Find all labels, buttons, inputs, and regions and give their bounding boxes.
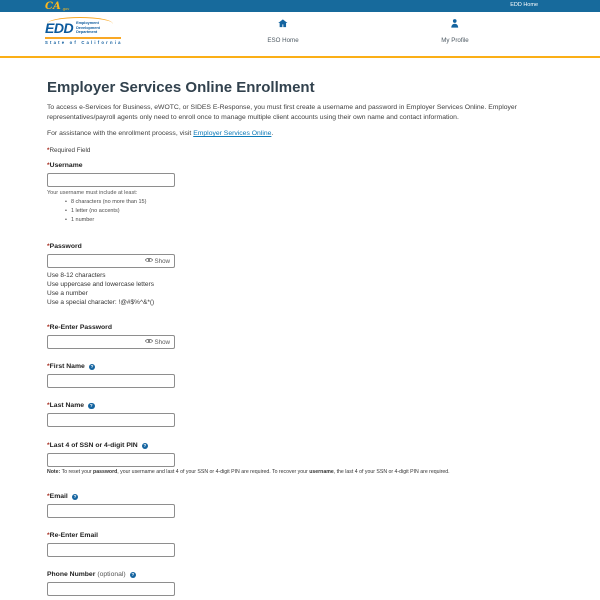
password-group bbox=[47, 243, 555, 307]
ca-gov-logo-ca: CA bbox=[45, 1, 61, 12]
first-name-group bbox=[47, 363, 555, 388]
reenter-password-show-button[interactable]: Show bbox=[141, 338, 174, 346]
username-hint-item: • 8 characters (no more than 15) bbox=[65, 199, 147, 205]
required-asterisk: * bbox=[47, 532, 50, 539]
password-input[interactable] bbox=[48, 256, 141, 266]
reenter-email-input[interactable] bbox=[47, 543, 175, 557]
email-label: * Email ? bbox=[47, 493, 77, 500]
password-rules: Use 8-12 characters Use uppercase and lowercase letters Use a number Use a special character: !@#$%^&*() bbox=[47, 272, 155, 306]
required-asterisk: * bbox=[47, 363, 50, 370]
required-asterisk: * bbox=[47, 147, 50, 154]
phone-label: Phone Number (optional) ? bbox=[47, 571, 135, 578]
password-show-button[interactable]: Show bbox=[141, 257, 174, 265]
reenter-email-group bbox=[47, 532, 555, 557]
profile-icon bbox=[449, 16, 460, 34]
reenter-email-label: * Re-Enter Email bbox=[47, 532, 99, 539]
phone-input[interactable] bbox=[47, 582, 175, 596]
top-utility-bar bbox=[0, 0, 600, 12]
required-asterisk: * bbox=[47, 493, 50, 500]
assistance-prefix: For assistance with the enrollment process, visit bbox=[47, 130, 194, 137]
bullet-icon: • bbox=[65, 199, 67, 205]
gold-divider bbox=[0, 56, 600, 58]
ssn-pin-group bbox=[47, 442, 555, 476]
help-icon[interactable]: ? bbox=[90, 363, 94, 369]
password-label: * Password bbox=[47, 243, 82, 250]
last-name-input[interactable] bbox=[47, 413, 175, 427]
first-name-input[interactable] bbox=[47, 374, 175, 388]
edd-logo-gold-rule bbox=[45, 37, 121, 39]
home-icon bbox=[277, 16, 288, 34]
ssn-pin-label: * Last 4 of SSN or 4-digit PIN ? bbox=[47, 442, 147, 449]
ca-gov-logo[interactable] bbox=[45, 0, 69, 12]
email-input[interactable] bbox=[47, 504, 175, 518]
phone-group bbox=[47, 571, 555, 596]
required-asterisk: * bbox=[47, 324, 50, 331]
assistance-suffix: . bbox=[271, 130, 274, 137]
ssn-pin-note: Note: To reset your password, your username and last 4 of your SSN or 4-digit PIN are required. To recover your username, the last 4 of your SSN or 4-digit PIN are required. bbox=[47, 469, 450, 475]
eye-icon bbox=[145, 257, 153, 265]
username-hint-list bbox=[47, 199, 555, 223]
nav-my-profile[interactable] bbox=[441, 16, 469, 44]
help-icon[interactable]: ? bbox=[89, 402, 93, 408]
last-name-group bbox=[47, 402, 555, 427]
edd-logo-acronym: EDD bbox=[45, 20, 74, 36]
eye-icon bbox=[145, 338, 153, 346]
edd-logo-department-text: Employment Development Department bbox=[76, 21, 100, 35]
edd-logo-tagline: State of California bbox=[45, 40, 123, 45]
edd-home-link[interactable]: EDD Home bbox=[510, 2, 538, 8]
password-input-wrap bbox=[47, 254, 175, 268]
required-asterisk: * bbox=[47, 442, 50, 449]
username-hint-item: • 1 letter (no accents) bbox=[65, 208, 120, 214]
phone-optional-tag: (optional) bbox=[97, 571, 126, 578]
reenter-password-label: * Re-Enter Password bbox=[47, 324, 112, 331]
email-group bbox=[47, 493, 555, 518]
site-header bbox=[0, 12, 600, 56]
last-name-label: * Last Name ? bbox=[47, 402, 93, 409]
page-title: Employer Services Online Enrollment bbox=[47, 79, 315, 96]
bullet-icon: • bbox=[65, 208, 67, 214]
username-hint-intro: Your username must include at least: bbox=[47, 190, 138, 196]
nav-my-profile-label: My Profile bbox=[441, 37, 469, 44]
ssn-pin-input[interactable] bbox=[47, 453, 175, 467]
username-group bbox=[47, 162, 555, 223]
username-input[interactable] bbox=[47, 173, 175, 187]
bullet-icon: • bbox=[65, 217, 67, 223]
first-name-label: * First Name ? bbox=[47, 363, 94, 370]
username-hint-item: • 1 number bbox=[65, 217, 95, 223]
reenter-password-input[interactable] bbox=[48, 337, 141, 347]
required-field-note: *Required Field bbox=[47, 147, 91, 154]
help-icon[interactable]: ? bbox=[73, 493, 77, 499]
edd-logo-swoosh bbox=[47, 17, 113, 31]
required-asterisk: * bbox=[47, 162, 50, 169]
nav-eso-home-label: ESO Home bbox=[267, 37, 299, 44]
required-asterisk: * bbox=[47, 402, 50, 409]
intro-paragraph: To access e-Services for Business, eWOTC, or SIDES E-Response, you must first create a username and password in Employer Services Online. Employer representatives/payroll agents only need to enroll once to manage multiple client accounts using their own name and contact information. bbox=[47, 104, 517, 121]
username-label: * Username bbox=[47, 162, 83, 169]
nav-eso-home[interactable] bbox=[267, 16, 298, 44]
assistance-line bbox=[47, 130, 555, 138]
reenter-password-group bbox=[47, 324, 555, 349]
ca-gov-logo-gov: .gov bbox=[61, 6, 70, 11]
main-content bbox=[47, 80, 555, 596]
help-icon[interactable]: ? bbox=[143, 442, 147, 448]
edd-logo[interactable] bbox=[45, 18, 125, 51]
reenter-password-input-wrap bbox=[47, 335, 175, 349]
required-asterisk: * bbox=[47, 243, 50, 250]
help-icon[interactable]: ? bbox=[131, 571, 135, 577]
employer-services-online-link[interactable]: Employer Services Online bbox=[193, 130, 272, 137]
